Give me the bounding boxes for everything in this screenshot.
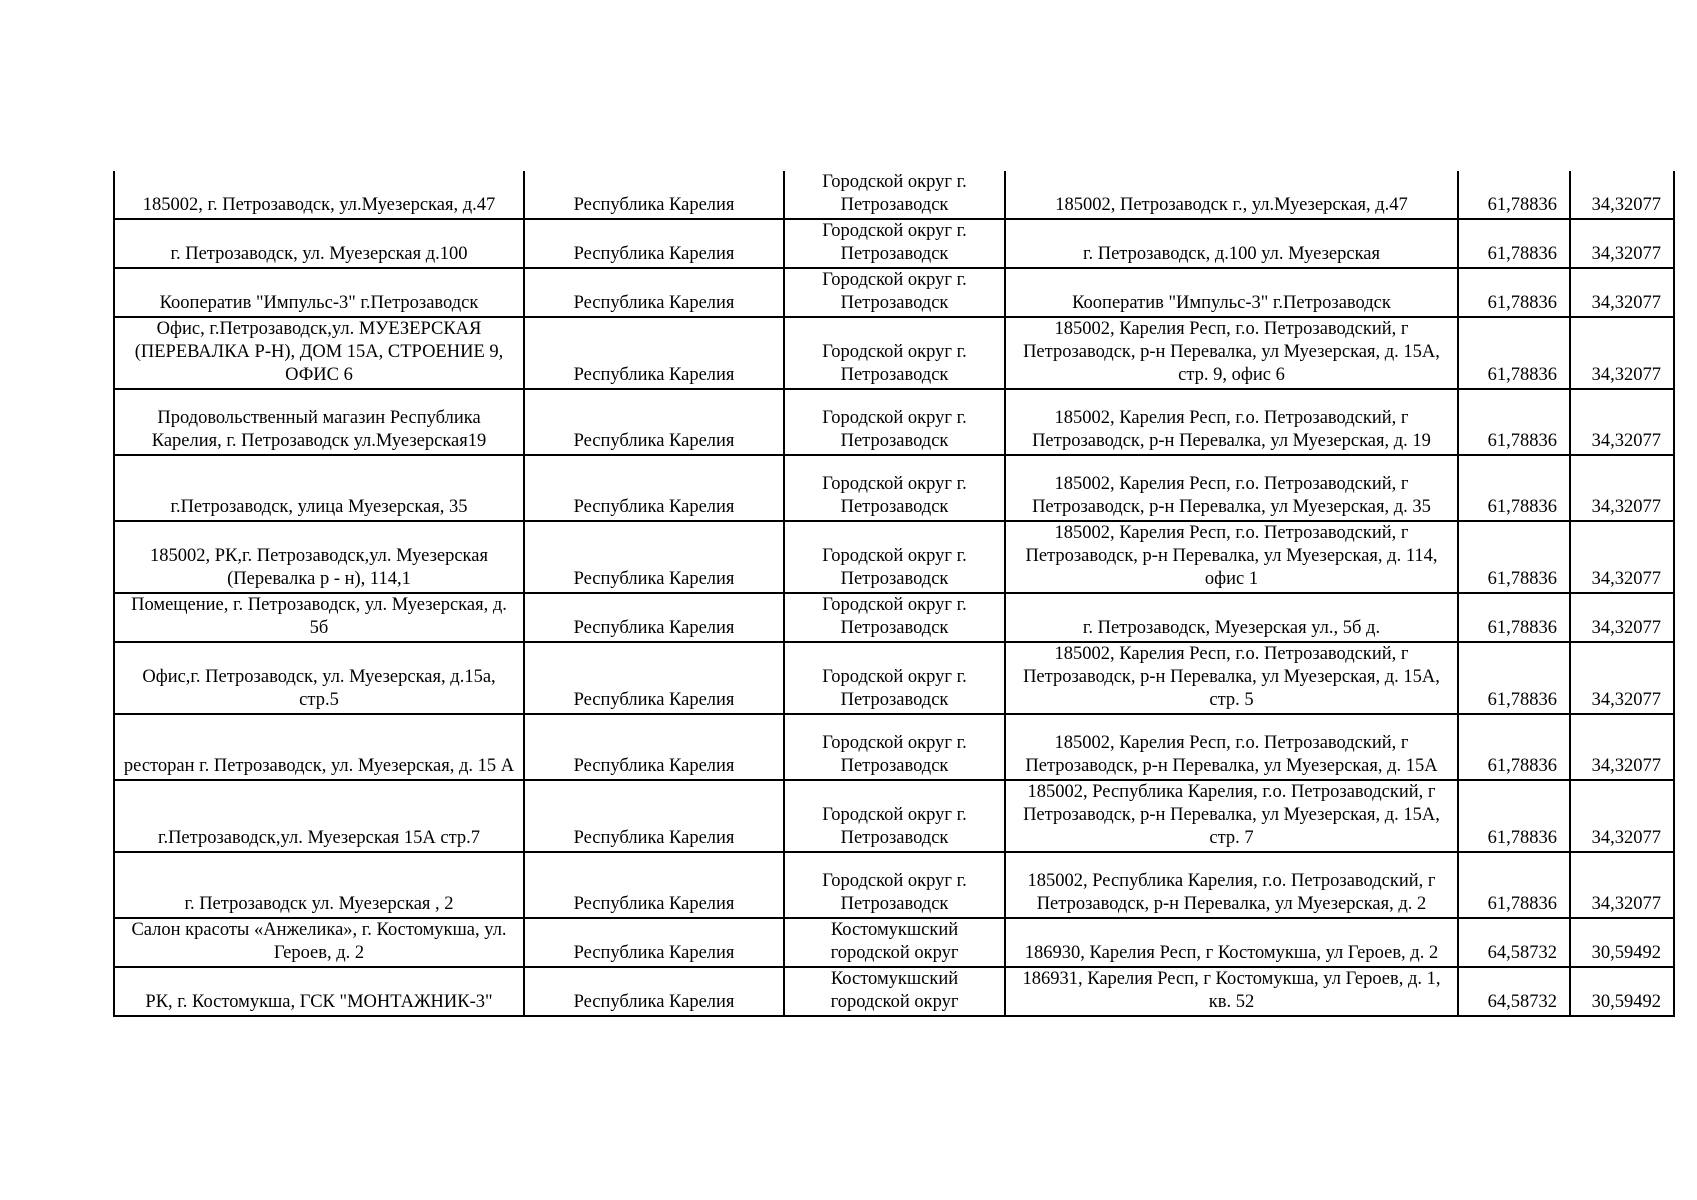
cell-region: Республика Карелия	[524, 852, 784, 918]
cell-municipality: Городской округ г. Петрозаводск	[784, 642, 1005, 714]
cell-longitude: 34,32077	[1570, 852, 1674, 918]
cell-longitude: 34,32077	[1570, 521, 1674, 593]
cell-normalized-address: 186931, Карелия Респ, г Костомукша, ул Героев, д. 1, кв. 52	[1005, 967, 1458, 1016]
cell-address: Продовольственный магазин Республика Карелия, г. Петрозаводск ул.Муезерская19	[114, 389, 524, 455]
cell-longitude: 34,32077	[1570, 389, 1674, 455]
cell-region: Республика Карелия	[524, 268, 784, 317]
cell-normalized-address: 185002, Республика Карелия, г.о. Петрозаводский, г Петрозаводск, р-н Перевалка, ул Муезерская, д. 2	[1005, 852, 1458, 918]
cell-longitude: 34,32077	[1570, 780, 1674, 852]
cell-municipality: Городской округ г. Петрозаводск	[784, 389, 1005, 455]
table-row	[114, 317, 1674, 389]
cell-municipality: Городской округ г. Петрозаводск	[784, 455, 1005, 521]
cell-address: ресторан г. Петрозаводск, ул. Муезерская, д. 15 А	[114, 714, 524, 780]
cell-normalized-address: 185002, Карелия Респ, г.о. Петрозаводский, г Петрозаводск, р-н Перевалка, ул Муезерская, д. 15А	[1005, 714, 1458, 780]
cell-municipality: Городской округ г. Петрозаводск	[784, 317, 1005, 389]
cell-latitude: 61,78836	[1458, 317, 1570, 389]
cell-region: Республика Карелия	[524, 317, 784, 389]
cell-latitude: 61,78836	[1458, 593, 1570, 642]
cell-longitude: 30,59492	[1570, 918, 1674, 967]
cell-municipality: Городской округ г. Петрозаводск	[784, 593, 1005, 642]
cell-region: Республика Карелия	[524, 521, 784, 593]
cell-address: г. Петрозаводск ул. Муезерская , 2	[114, 852, 524, 918]
cell-longitude: 34,32077	[1570, 219, 1674, 268]
cell-latitude: 64,58732	[1458, 967, 1570, 1016]
cell-latitude: 61,78836	[1458, 852, 1570, 918]
cell-latitude: 61,78836	[1458, 455, 1570, 521]
cell-longitude: 30,59492	[1570, 967, 1674, 1016]
cell-latitude: 61,78836	[1458, 642, 1570, 714]
cell-normalized-address: 185002, Карелия Респ, г.о. Петрозаводский, г Петрозаводск, р-н Перевалка, ул Муезерская, д. 15А, стр. 9, офис 6	[1005, 317, 1458, 389]
cell-latitude: 61,78836	[1458, 521, 1570, 593]
cell-address: 185002, г. Петрозаводск, ул.Муезерская, д.47	[114, 171, 524, 219]
cell-municipality: Городской округ г. Петрозаводск	[784, 521, 1005, 593]
cell-longitude: 34,32077	[1570, 642, 1674, 714]
cell-address: Салон красоты «Анжелика», г. Костомукша, ул. Героев, д. 2	[114, 918, 524, 967]
cell-longitude: 34,32077	[1570, 317, 1674, 389]
cell-municipality: Городской округ г. Петрозаводск	[784, 171, 1005, 219]
table-row	[114, 852, 1674, 918]
cell-normalized-address: 185002, Петрозаводск г., ул.Муезерская, д.47	[1005, 171, 1458, 219]
table-body	[114, 171, 1674, 1016]
cell-address: Помещение, г. Петрозаводск, ул. Муезерская, д. 5б	[114, 593, 524, 642]
cell-region: Республика Карелия	[524, 967, 784, 1016]
cell-address: Кооператив "Импульс-3" г.Петрозаводск	[114, 268, 524, 317]
cell-longitude: 34,32077	[1570, 455, 1674, 521]
cell-municipality: Городской округ г. Петрозаводск	[784, 219, 1005, 268]
table-row	[114, 593, 1674, 642]
cell-normalized-address: 185002, Карелия Респ, г.о. Петрозаводский, г Петрозаводск, р-н Перевалка, ул Муезерская, д. 114, офис 1	[1005, 521, 1458, 593]
cell-longitude: 34,32077	[1570, 171, 1674, 219]
cell-longitude: 34,32077	[1570, 593, 1674, 642]
table-row	[114, 268, 1674, 317]
cell-longitude: 34,32077	[1570, 714, 1674, 780]
cell-municipality: Городской округ г. Петрозаводск	[784, 714, 1005, 780]
table-row	[114, 219, 1674, 268]
cell-address: Офис, г.Петрозаводск,ул. МУЕЗЕРСКАЯ (ПЕРЕВАЛКА Р-Н), ДОМ 15А, СТРОЕНИЕ 9, ОФИС 6	[114, 317, 524, 389]
cell-address: 185002, РК,г. Петрозаводск,ул. Муезерская (Перевалка р - н), 114,1	[114, 521, 524, 593]
table-row	[114, 389, 1674, 455]
table-row	[114, 714, 1674, 780]
cell-region: Республика Карелия	[524, 642, 784, 714]
cell-normalized-address: г. Петрозаводск, д.100 ул. Муезерская	[1005, 219, 1458, 268]
cell-normalized-address: Кооператив "Импульс-3" г.Петрозаводск	[1005, 268, 1458, 317]
cell-municipality: Костомукшский городской округ	[784, 967, 1005, 1016]
cell-normalized-address: 185002, Карелия Респ, г.о. Петрозаводский, г Петрозаводск, р-н Перевалка, ул Муезерская, д. 15А, стр. 5	[1005, 642, 1458, 714]
cell-address: г.Петрозаводск, улица Муезерская, 35	[114, 455, 524, 521]
cell-address: г.Петрозаводск,ул. Муезерская 15А стр.7	[114, 780, 524, 852]
cell-normalized-address: г. Петрозаводск, Муезерская ул., 5б д.	[1005, 593, 1458, 642]
cell-latitude: 64,58732	[1458, 918, 1570, 967]
cell-address: Офис,г. Петрозаводск, ул. Муезерская, д.15а, стр.5	[114, 642, 524, 714]
cell-normalized-address: 185002, Карелия Респ, г.о. Петрозаводский, г Петрозаводск, р-н Перевалка, ул Муезерская, д. 35	[1005, 455, 1458, 521]
cell-latitude: 61,78836	[1458, 171, 1570, 219]
table-row	[114, 780, 1674, 852]
cell-municipality: Городской округ г. Петрозаводск	[784, 268, 1005, 317]
cell-normalized-address: 185002, Карелия Респ, г.о. Петрозаводский, г Петрозаводск, р-н Перевалка, ул Муезерская, д. 19	[1005, 389, 1458, 455]
cell-latitude: 61,78836	[1458, 714, 1570, 780]
table-row	[114, 455, 1674, 521]
cell-longitude: 34,32077	[1570, 268, 1674, 317]
cell-region: Республика Карелия	[524, 219, 784, 268]
cell-region: Республика Карелия	[524, 918, 784, 967]
cell-region: Республика Карелия	[524, 389, 784, 455]
cell-latitude: 61,78836	[1458, 389, 1570, 455]
cell-latitude: 61,78836	[1458, 780, 1570, 852]
cell-latitude: 61,78836	[1458, 268, 1570, 317]
table-row	[114, 642, 1674, 714]
cell-normalized-address: 186930, Карелия Респ, г Костомукша, ул Героев, д. 2	[1005, 918, 1458, 967]
table-row	[114, 918, 1674, 967]
table-row	[114, 521, 1674, 593]
cell-region: Республика Карелия	[524, 714, 784, 780]
cell-latitude: 61,78836	[1458, 219, 1570, 268]
cell-region: Республика Карелия	[524, 171, 784, 219]
cell-address: г. Петрозаводск, ул. Муезерская д.100	[114, 219, 524, 268]
cell-normalized-address: 185002, Республика Карелия, г.о. Петрозаводский, г Петрозаводск, р-н Перевалка, ул Муезерская, д. 15А, стр. 7	[1005, 780, 1458, 852]
cell-municipality: Городской округ г. Петрозаводск	[784, 852, 1005, 918]
table-row	[114, 967, 1674, 1016]
cell-region: Республика Карелия	[524, 455, 784, 521]
address-register-table	[113, 171, 1675, 1017]
cell-address: РК, г. Костомукша, ГСК "МОНТАЖНИК-3"	[114, 967, 524, 1016]
cell-region: Республика Карелия	[524, 780, 784, 852]
table-row	[114, 171, 1674, 219]
cell-municipality: Городской округ г. Петрозаводск	[784, 780, 1005, 852]
cell-region: Республика Карелия	[524, 593, 784, 642]
cell-municipality: Костомукшский городской округ	[784, 918, 1005, 967]
